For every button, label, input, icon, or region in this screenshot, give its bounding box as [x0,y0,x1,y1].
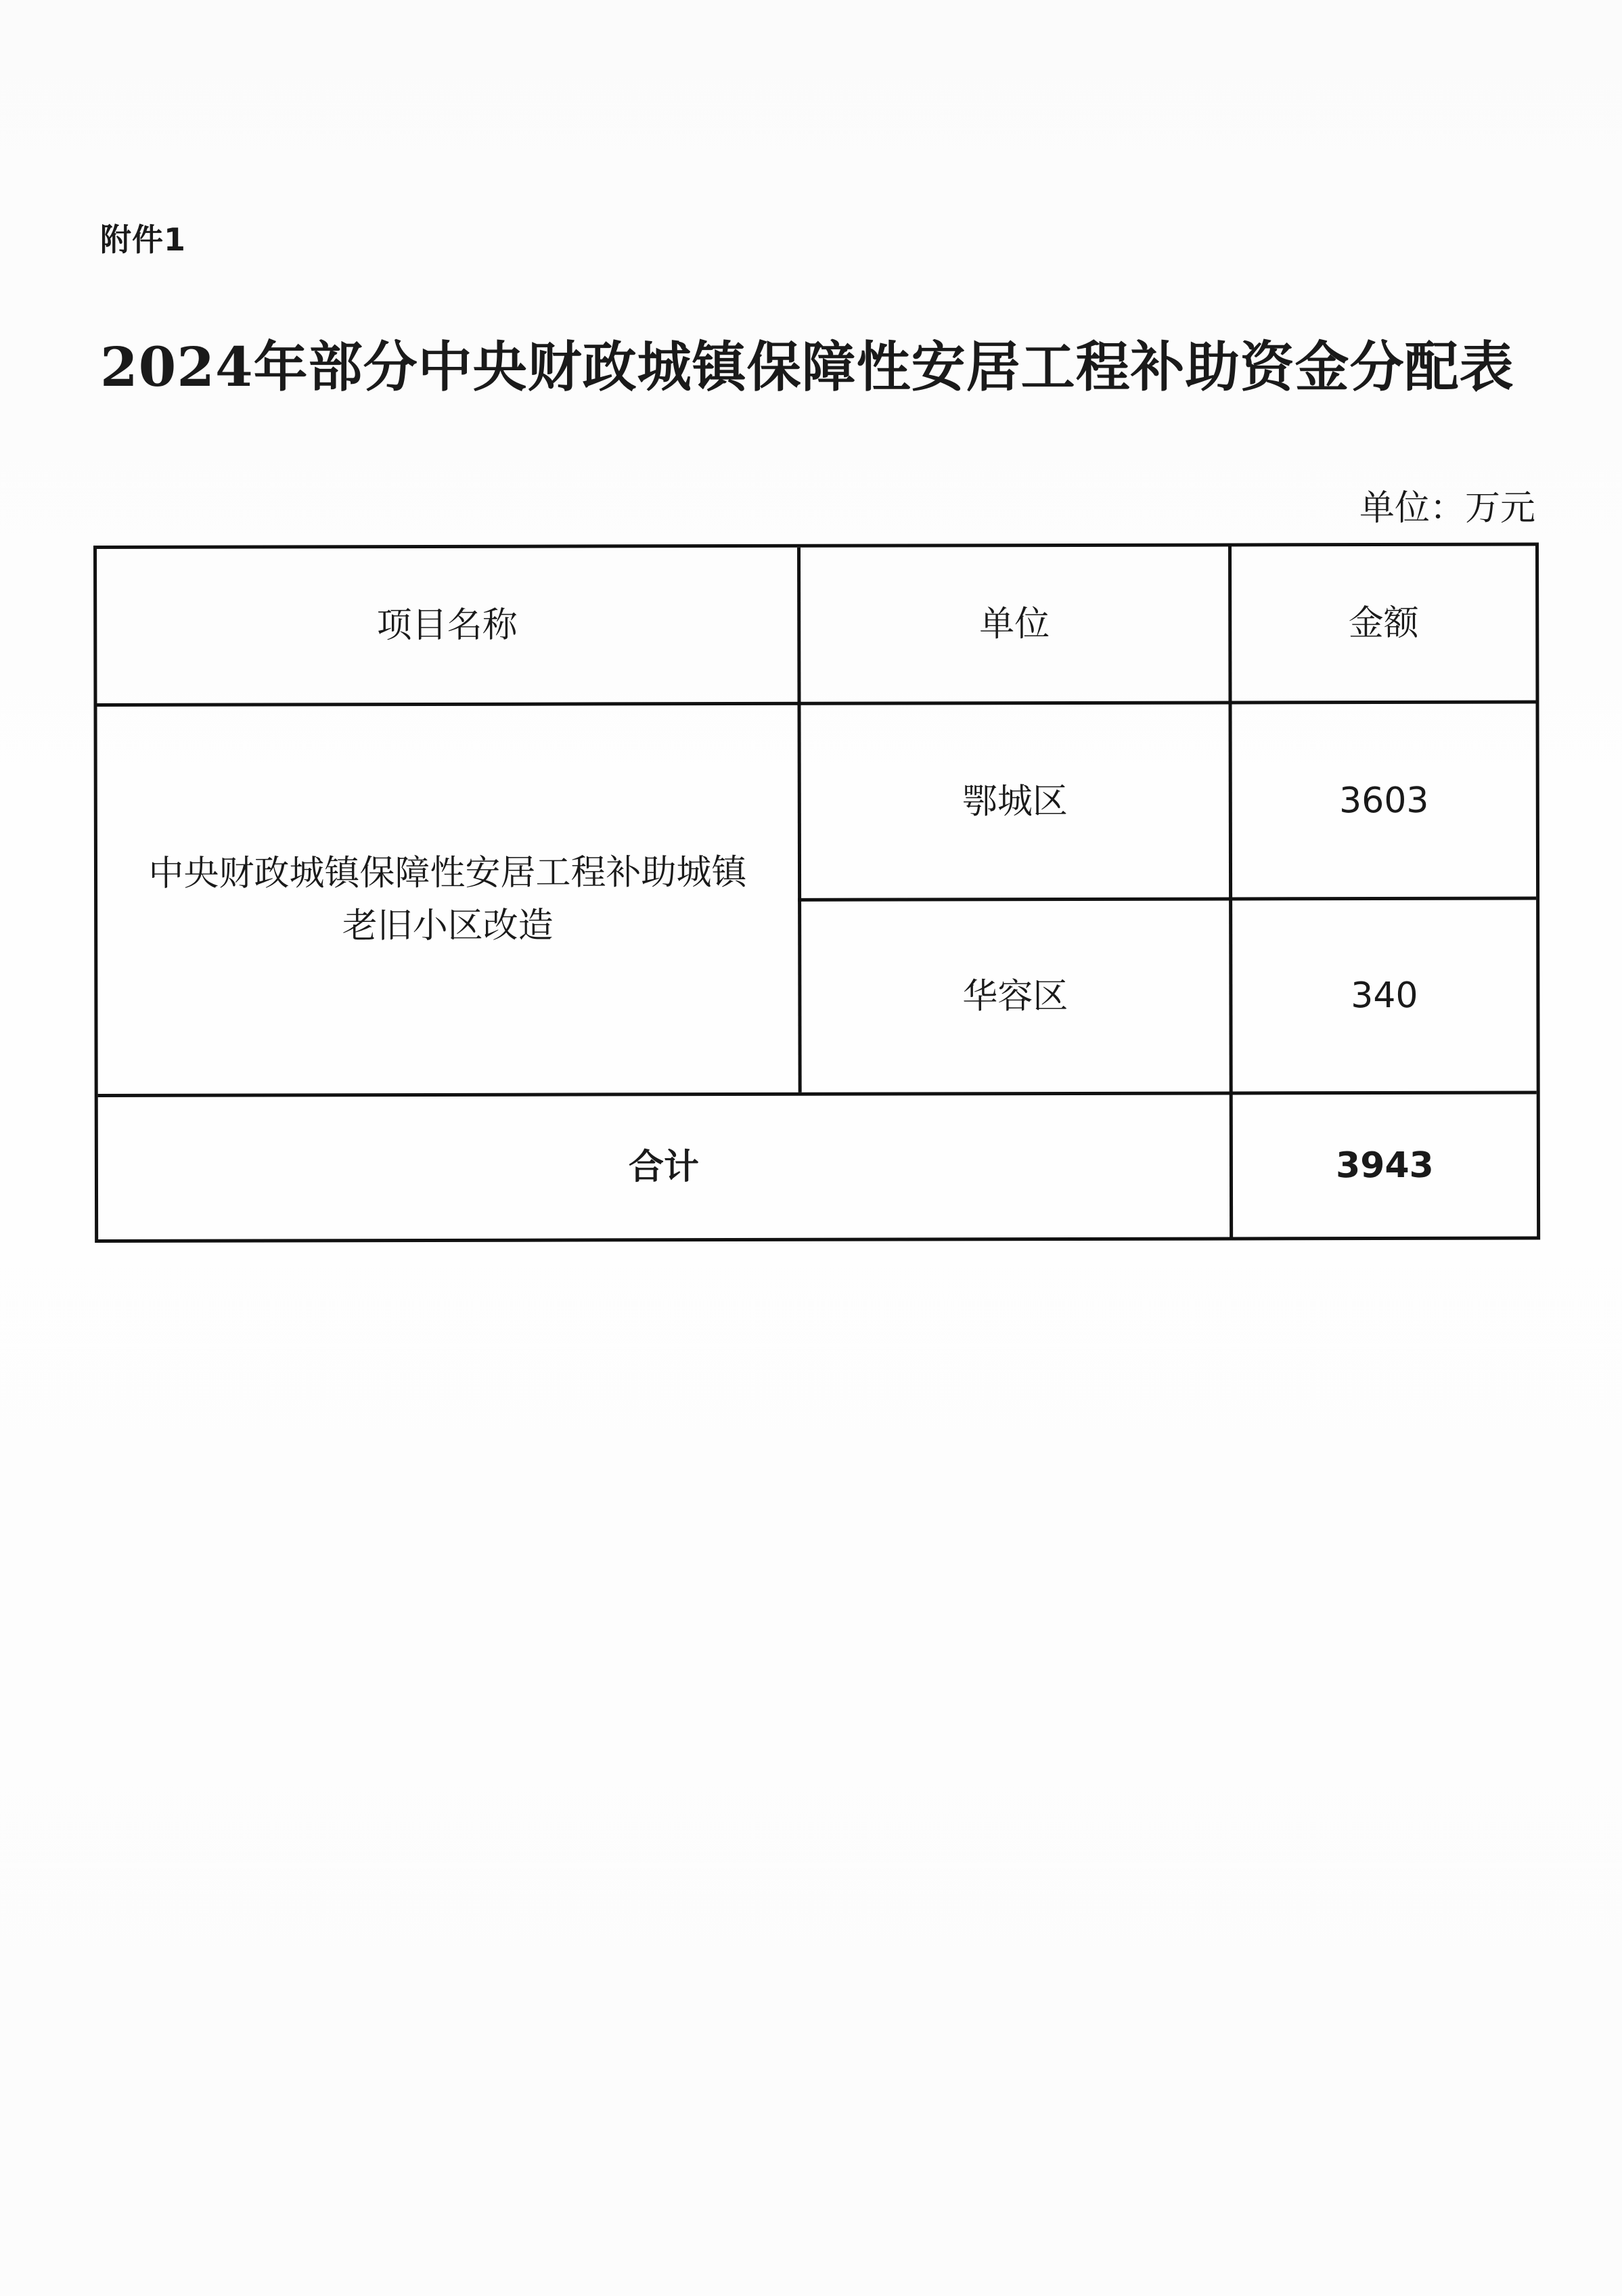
project-name-cell [97,705,798,1094]
row-unit-cell: 华容区 [962,975,1068,1017]
total-label: 合计 [628,1147,699,1188]
row-amount-cell: 3603 [1339,780,1429,821]
project-name-line: 中央财政城镇保障性安居工程补助城镇 [148,852,747,894]
attachment-label: 附件1 [100,221,187,258]
header-unit: 单位 [979,604,1050,645]
row-unit-cell: 鄂城区 [962,780,1068,822]
header-amount: 金额 [1348,602,1419,644]
header-project-name: 项目名称 [376,604,518,646]
project-name-line: 老旧小区改造 [342,905,554,947]
unit-label: 单位：万元 [1359,488,1535,529]
allocation-table [93,543,1540,1243]
page-title: 2024年部分中央财政城镇保障性安居工程补助资金分配表 [100,335,1514,399]
row-amount-cell: 340 [1351,975,1418,1017]
total-amount: 3943 [1335,1145,1434,1187]
